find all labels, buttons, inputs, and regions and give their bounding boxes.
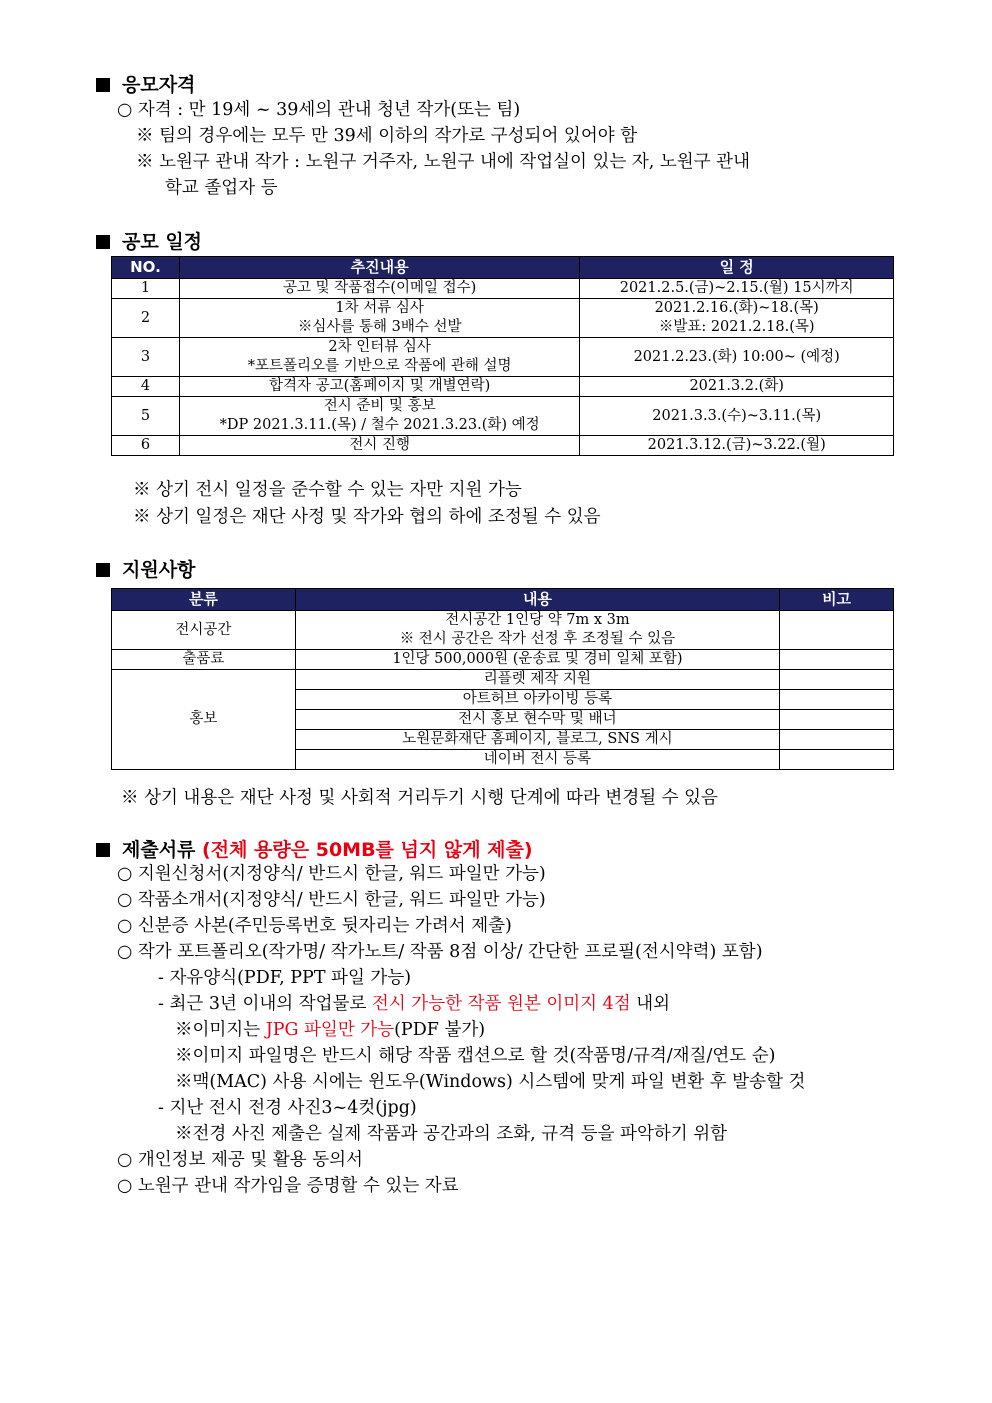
row-category: 출품료 <box>112 650 296 670</box>
document-item: ○ 개인정보 제공 및 활용 동의서 <box>117 1150 363 1170</box>
document-item: ○ 노원구 관내 작가임을 증명할 수 있는 자료 <box>117 1176 459 1196</box>
document-item: ○ 신분증 사본(주민등록번호 뒷자리는 가려서 제출) <box>117 916 512 936</box>
row-content: 2차 인터뷰 심사 *포트폴리오를 기반으로 작품에 관해 설명 <box>179 338 579 377</box>
row-content: 1차 서류 심사 ※심사를 통해 3배수 선발 <box>179 299 579 338</box>
table-row <box>112 670 894 690</box>
square-bullet-icon <box>96 235 110 249</box>
row-detail: 아트허브 아카이빙 등록 <box>295 690 779 710</box>
row-date: 2021.2.16.(화)~18.(목) ※발표: 2021.2.18.(목) <box>580 299 894 338</box>
col-header-no: NO. <box>112 257 180 279</box>
document-note: ※맥(MAC) 사용 시에는 윈도우(Windows) 시스템에 맞게 파일 변환 후 발송할 것 <box>175 1072 806 1092</box>
table-row <box>112 397 894 436</box>
col-header-date: 일 정 <box>580 257 894 279</box>
document-item: ○ 지원신청서(지정양식/ 반드시 한글, 워드 파일만 가능) <box>117 864 546 884</box>
document-item: ○ 작품소개서(지정양식/ 반드시 한글, 워드 파일만 가능) <box>117 890 546 910</box>
table-row <box>112 299 894 338</box>
row-date: 2021.3.12.(금)~3.22.(월) <box>580 436 894 456</box>
row-no: 3 <box>112 338 180 377</box>
square-bullet-icon <box>96 563 110 577</box>
row-remark <box>780 690 894 710</box>
eligibility-note-cont: 학교 졸업자 등 <box>165 178 278 198</box>
row-detail: 네이버 전시 등록 <box>295 750 779 770</box>
section-heading-schedule: 공모 일정 <box>96 227 202 254</box>
document-subitem: - 자유양식(PDF, PPT 파일 가능) <box>158 968 412 988</box>
document-note: ※이미지 파일명은 반드시 해당 작품 캡션으로 할 것(작품명/규격/재질/연도 순) <box>175 1046 776 1066</box>
row-detail: 리플렛 제작 지원 <box>295 670 779 690</box>
document-note: ※전경 사진 제출은 실제 작품과 공간과의 조화, 규격 등을 파악하기 위함 <box>175 1124 728 1144</box>
col-header-content: 추진내용 <box>179 257 579 279</box>
row-content: 전시 준비 및 홍보 *DP 2021.3.11.(목) / 철수 2021.3.23.(화) 예정 <box>179 397 579 436</box>
row-date: 2021.3.2.(화) <box>580 377 894 397</box>
row-remark <box>780 750 894 770</box>
table-row <box>112 611 894 650</box>
row-remark <box>780 611 894 650</box>
square-bullet-icon <box>96 78 110 92</box>
document-subitem: - 지난 전시 전경 사진3~4컷(jpg) <box>158 1098 417 1118</box>
row-remark <box>780 710 894 730</box>
row-remark <box>780 730 894 750</box>
row-detail: 노원문화재단 홈페이지, 블로그, SNS 게시 <box>295 730 779 750</box>
row-detail: 전시공간 1인당 약 7m x 3m ※ 전시 공간은 작가 선정 후 조정될 수 있음 <box>295 611 779 650</box>
document-item: ○ 작가 포트폴리오(작가명/ 작가노트/ 작품 8점 이상/ 간단한 프로필(전시약력) 포함) <box>117 942 763 962</box>
table-row <box>112 279 894 299</box>
row-date: 2021.3.3.(수)~3.11.(목) <box>580 397 894 436</box>
col-header-remark: 비고 <box>780 589 894 611</box>
col-header-category: 분류 <box>112 589 296 611</box>
schedule-note: ※ 상기 전시 일정을 준수할 수 있는 자만 지원 가능 <box>133 480 522 500</box>
row-category: 전시공간 <box>112 611 296 650</box>
table-row <box>112 377 894 397</box>
eligibility-note: ※ 팀의 경우에는 모두 만 39세 이하의 작가로 구성되어 있어야 함 <box>136 126 638 146</box>
row-content: 전시 진행 <box>179 436 579 456</box>
row-remark <box>780 650 894 670</box>
schedule-table <box>111 256 894 456</box>
row-no: 4 <box>112 377 180 397</box>
square-bullet-icon <box>96 843 110 857</box>
row-date: 2021.2.5.(금)~2.15.(월) 15시까지 <box>580 279 894 299</box>
section-heading-support: 지원사항 <box>96 555 195 582</box>
table-row <box>112 338 894 377</box>
row-content: 공고 및 작품접수(이메일 접수) <box>179 279 579 299</box>
section-heading-eligibility: 응모자격 <box>96 70 195 97</box>
document-subitem: - 최근 3년 이내의 작업물로 전시 가능한 작품 원본 이미지 4점 내외 <box>158 994 671 1014</box>
section-heading-documents: 제출서류 (전체 용량은 50MB를 넘지 않게 제출) <box>96 835 533 862</box>
table-header-row <box>112 589 894 611</box>
row-no: 6 <box>112 436 180 456</box>
row-detail: 1인당 500,000원 (운송료 및 경비 일체 포함) <box>295 650 779 670</box>
row-category: 홍보 <box>112 670 296 770</box>
size-limit-note: (전체 용량은 50MB를 넘지 않게 제출) <box>202 839 533 861</box>
row-no: 5 <box>112 397 180 436</box>
table-row <box>112 436 894 456</box>
schedule-note: ※ 상기 일정은 재단 사정 및 작가와 협의 하에 조정될 수 있음 <box>133 507 601 527</box>
support-table <box>111 588 894 770</box>
table-row <box>112 650 894 670</box>
row-date: 2021.2.23.(화) 10:00~ (예정) <box>580 338 894 377</box>
table-header-row <box>112 257 894 279</box>
row-detail: 전시 홍보 현수막 및 배너 <box>295 710 779 730</box>
eligibility-note: ※ 노원구 관내 작가 : 노원구 거주자, 노원구 내에 작업실이 있는 자, 노원구 관내 <box>136 152 750 172</box>
row-remark <box>780 670 894 690</box>
support-note: ※ 상기 내용은 재단 사정 및 사회적 거리두기 시행 단계에 따라 변경될 수 있음 <box>121 788 718 808</box>
eligibility-line: ○ 자격 : 만 19세 ~ 39세의 관내 청년 작가(또는 팀) <box>117 100 521 120</box>
col-header-detail: 내용 <box>295 589 779 611</box>
row-no: 1 <box>112 279 180 299</box>
document-note: ※이미지는 JPG 파일만 가능(PDF 불가) <box>175 1020 486 1040</box>
row-no: 2 <box>112 299 180 338</box>
row-content: 합격자 공고(홈페이지 및 개별연락) <box>179 377 579 397</box>
